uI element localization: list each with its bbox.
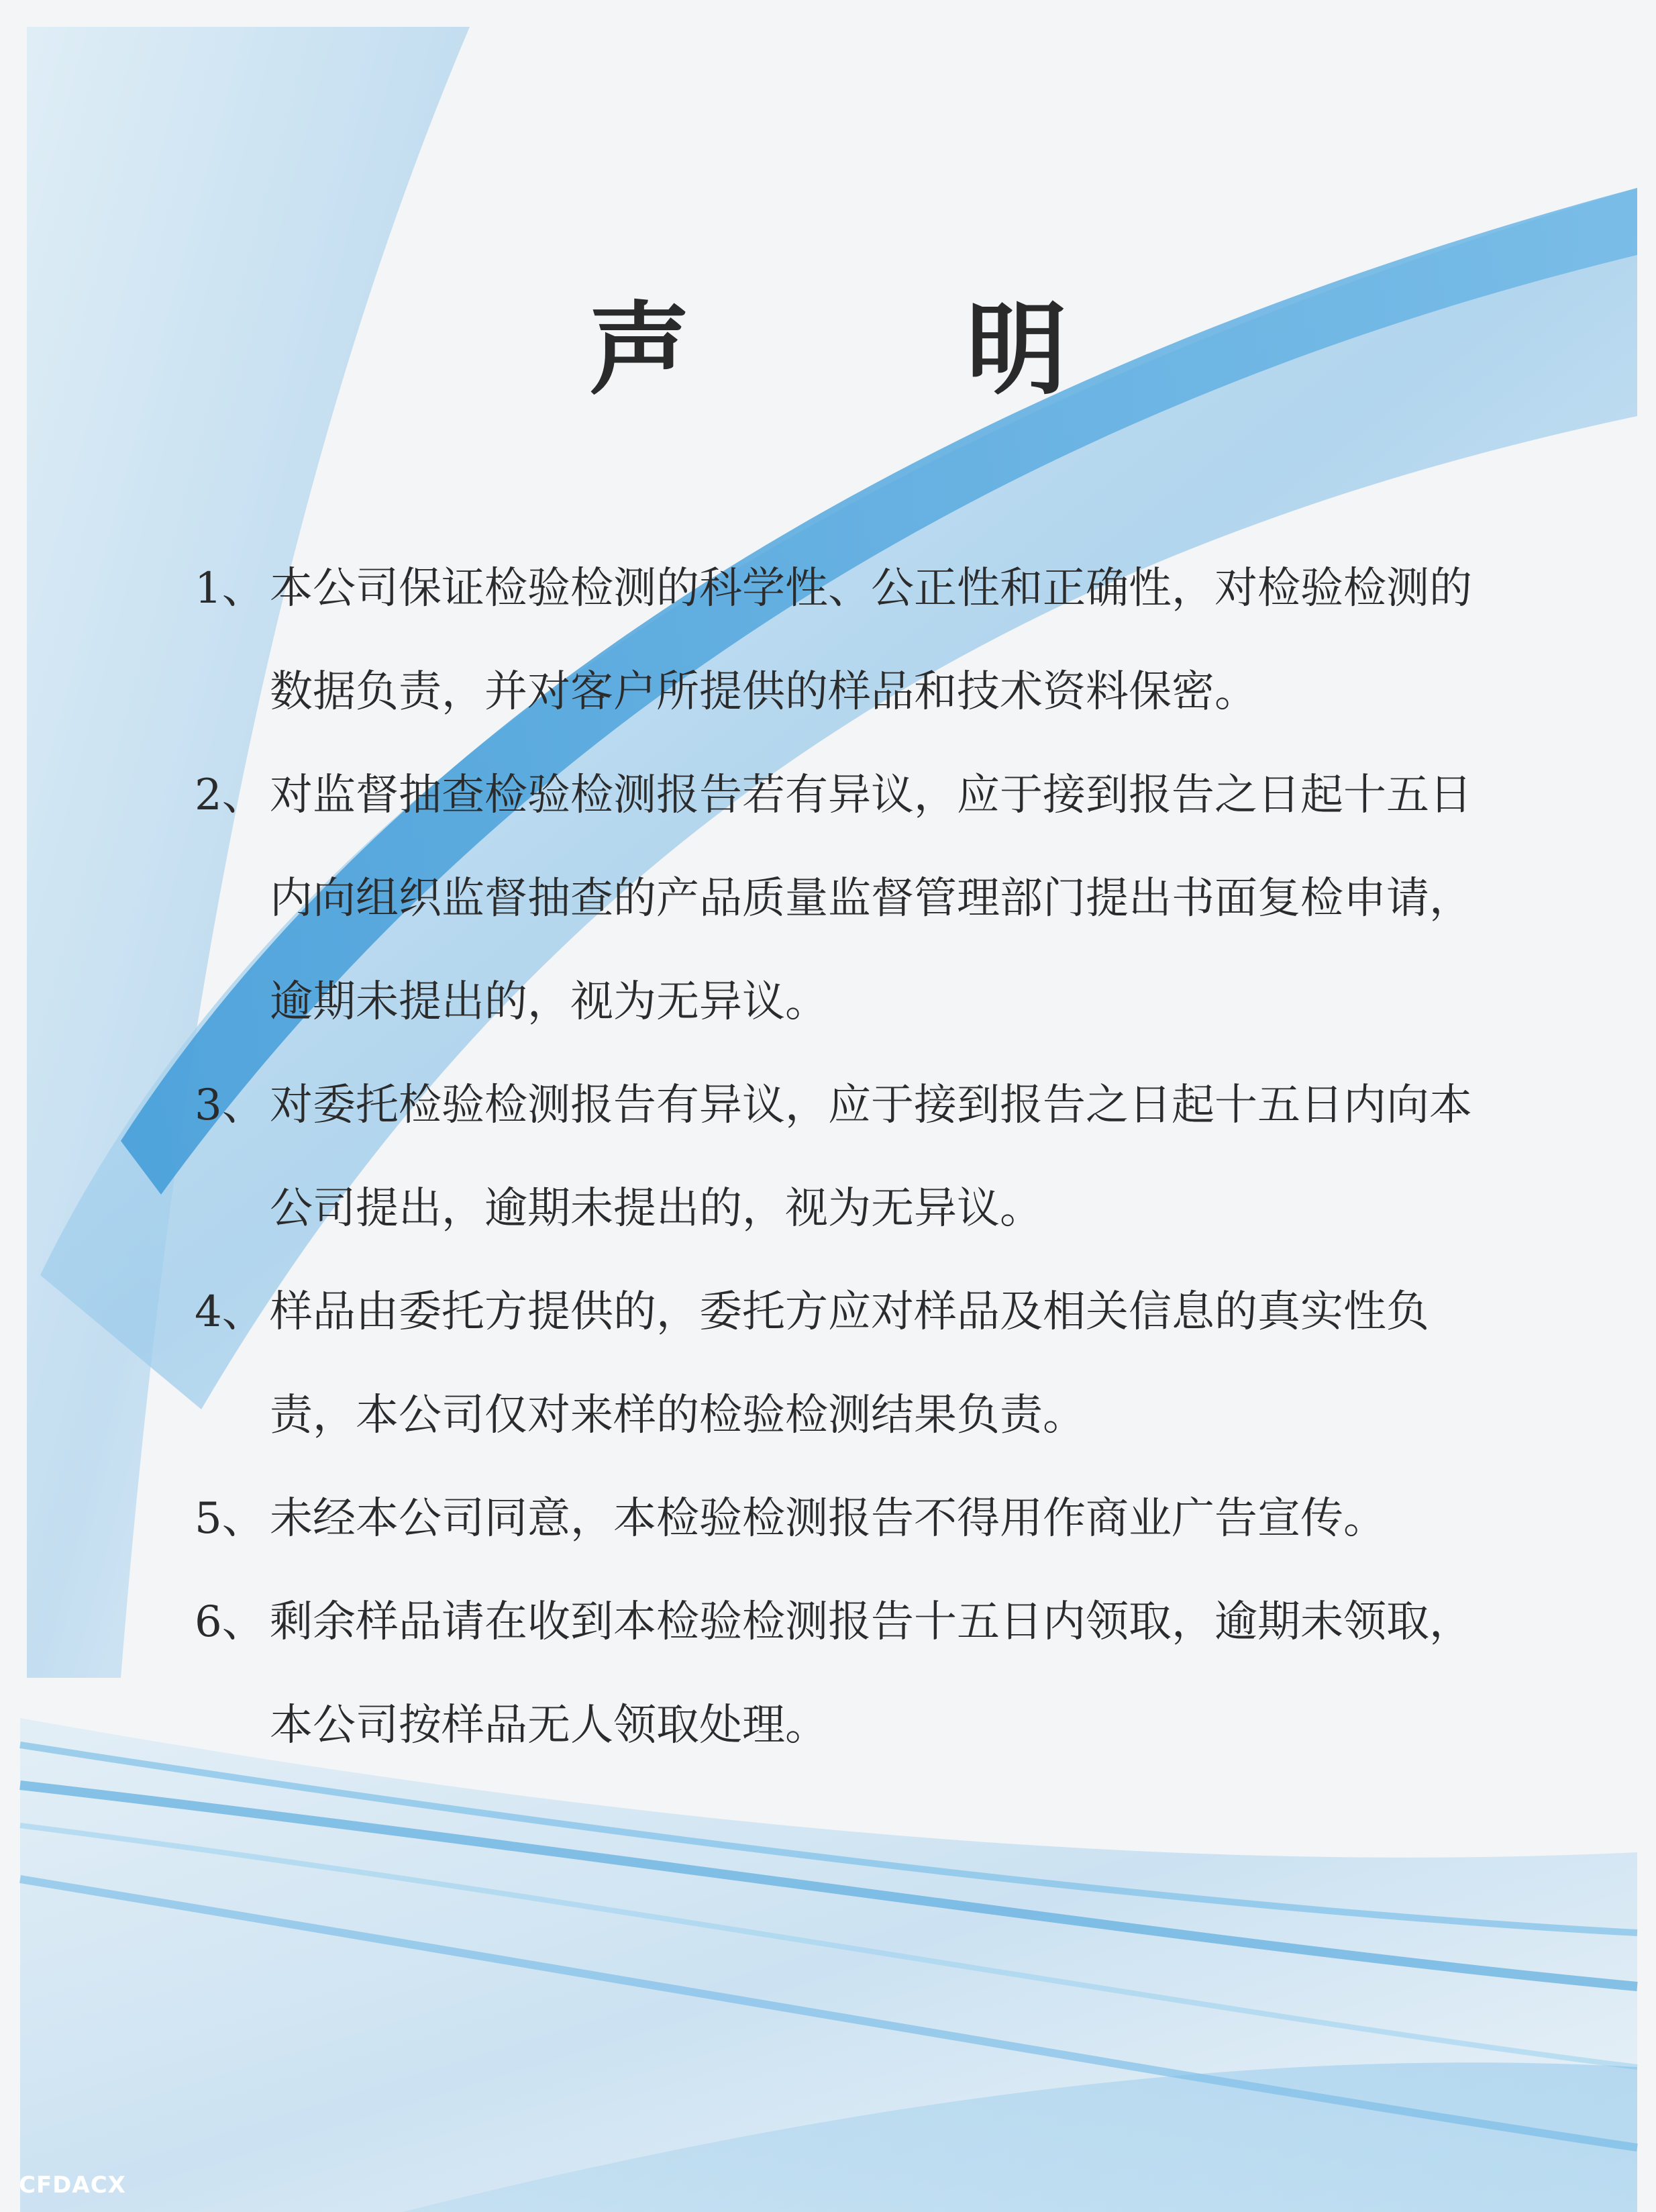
list-item bbox=[195, 1260, 1510, 1467]
page-title: 声 明 bbox=[588, 292, 1188, 409]
item-number: 2、 bbox=[195, 770, 265, 820]
item-text: 本公司保证检验检测的科学性、公正性和正确性，对检验检测的数据负责，并对客户所提供的样品和技术资料保密。 bbox=[270, 564, 1472, 717]
item-text: 样品由委托方提供的，委托方应对样品及相关信息的真实性负责，本公司仅对来样的检验检测结果负责。 bbox=[270, 1287, 1429, 1440]
list-item bbox=[195, 744, 1510, 1054]
item-text: 对委托检验检测报告有异议，应于接到报告之日起十五日内向本公司提出，逾期未提出的，视为无异议。 bbox=[270, 1080, 1472, 1234]
watermark-label: CFDACX bbox=[19, 2172, 126, 2199]
item-text: 未经本公司同意，本检验检测报告不得用作商业广告宣传。 bbox=[270, 1494, 1386, 1544]
item-number: 5、 bbox=[195, 1494, 265, 1544]
statement-list bbox=[195, 537, 1510, 1777]
list-item bbox=[195, 1054, 1510, 1260]
item-number: 3、 bbox=[195, 1080, 265, 1130]
item-text: 剩余样品请在收到本检验检测报告十五日内领取，逾期未领取，本公司按样品无人领取处理。 bbox=[270, 1597, 1472, 1750]
item-number: 1、 bbox=[195, 564, 265, 613]
item-text: 对监督抽查检验检测报告若有异议，应于接到报告之日起十五日内向组织监督抽查的产品质量监督管理部门提出书面复检申请，逾期未提出的，视为无异议。 bbox=[270, 770, 1472, 1027]
list-item bbox=[195, 1570, 1510, 1777]
list-item bbox=[195, 537, 1510, 744]
list-item bbox=[195, 1467, 1510, 1570]
item-number: 6、 bbox=[195, 1597, 265, 1647]
item-number: 4、 bbox=[195, 1287, 265, 1337]
